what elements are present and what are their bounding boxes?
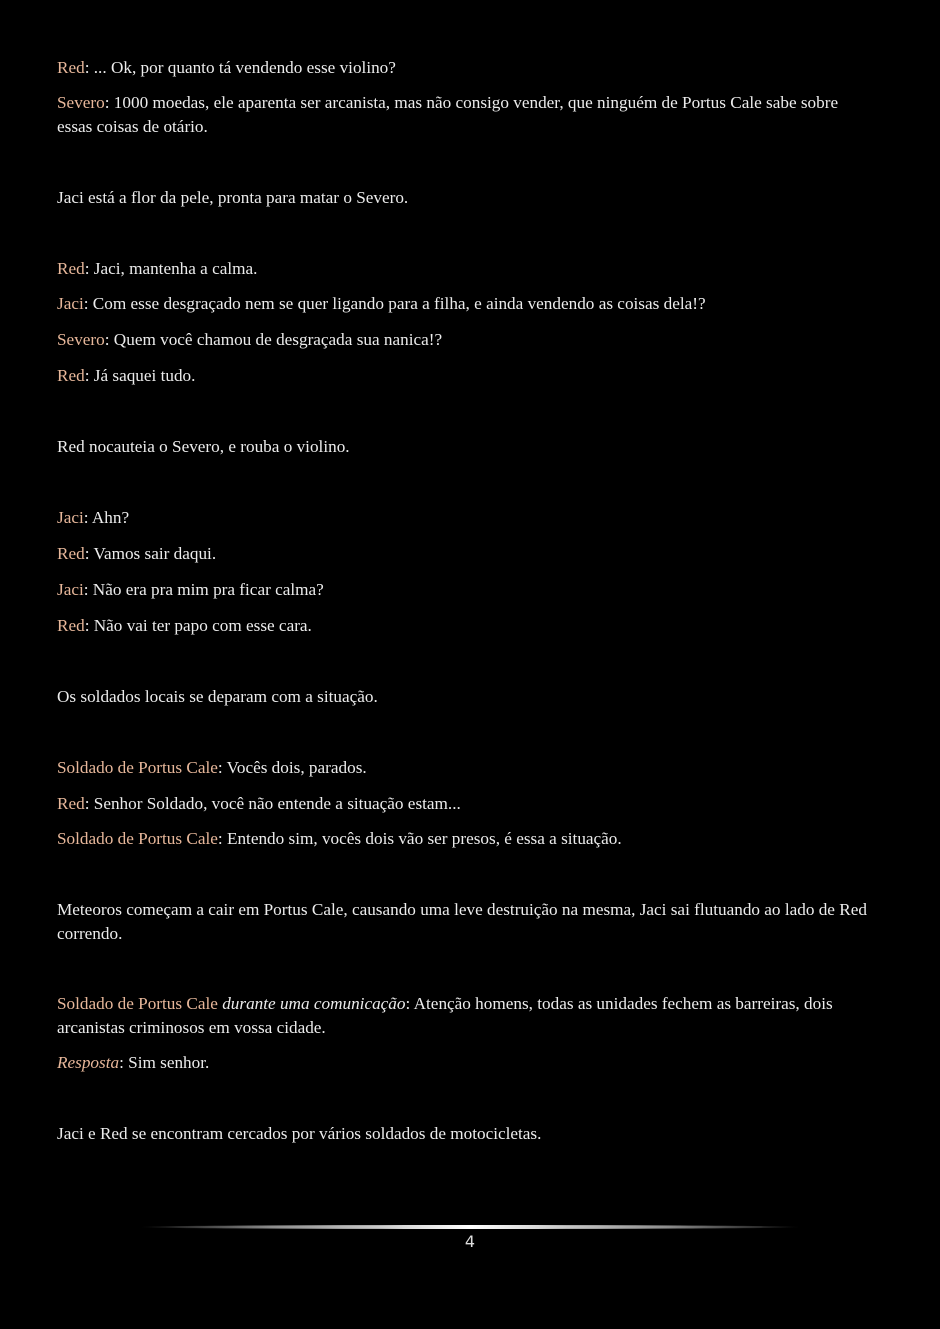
line-text: : Com esse desgraçado nem se quer ligando para a filha, e ainda vendendo as coisas dela!? (83, 294, 706, 313)
line-text: : Atenção homens, todas as unidades fechem as barreiras, dois arcanistas criminosos em vossa cidade. (57, 994, 833, 1037)
line-text: : Não vai ter papo com esse cara. (84, 616, 312, 635)
speaker-name: Red (57, 794, 85, 813)
dialogue-line (57, 827, 887, 851)
narration-line: Os soldados locais se deparam com a situação. (57, 687, 378, 706)
line-text: : Ahn? (83, 508, 130, 527)
line-text: : 1000 moedas, ele aparenta ser arcanista, mas não consigo vender, que ninguém de Portus Cale sabe sobre essas coisas de otário. (57, 93, 839, 136)
line-text: : Não era pra mim pra ficar calma? (83, 580, 324, 599)
dialogue-line (57, 542, 887, 566)
footer-divider (140, 1225, 800, 1229)
speaker-aside: durante uma comunicação (222, 994, 406, 1013)
line-text: : Quem você chamou de desgraçada sua nanica!? (104, 330, 443, 349)
line-text: : Vamos sair daqui. (84, 544, 217, 563)
narration-line: Red nocauteia o Severo, e rouba o violino. (57, 437, 350, 456)
line-text: : Jaci, mantenha a calma. (84, 259, 258, 278)
speaker-name: Resposta (57, 1053, 120, 1072)
dialogue-line (57, 506, 887, 530)
page-number: 4 (464, 1232, 476, 1251)
speaker-name: Soldado de Portus Cale (57, 994, 218, 1013)
line-text: : Sim senhor. (119, 1053, 210, 1072)
narration-line: Jaci está a flor da pele, pronta para matar o Severo. (57, 188, 409, 207)
speaker-name: Jaci (57, 580, 84, 599)
speaker-name: Red (57, 259, 85, 278)
speaker-name: Jaci (57, 294, 84, 313)
dialogue-line (57, 257, 887, 281)
line-text: : ... Ok, por quanto tá vendendo esse violino? (84, 58, 396, 77)
narration-line: Jaci e Red se encontram cercados por vários soldados de motocicletas. (57, 1124, 542, 1143)
dialogue-line (57, 91, 857, 138)
dialogue-line (57, 328, 887, 352)
speaker-name: Red (57, 58, 85, 77)
speaker-name: Red (57, 616, 85, 635)
dialogue-line (57, 792, 887, 816)
dialogue-line (57, 56, 887, 80)
dialogue-line (57, 1051, 887, 1075)
speaker-name: Soldado de Portus Cale (57, 829, 218, 848)
speaker-name: Soldado de Portus Cale (57, 758, 218, 777)
speaker-name: Red (57, 366, 85, 385)
dialogue-line (57, 756, 887, 780)
dialogue-line (57, 578, 887, 602)
speaker-name: Jaci (57, 508, 84, 527)
dialogue-line (57, 614, 887, 638)
dialogue-line (57, 364, 887, 388)
dialogue-line (57, 992, 867, 1039)
speaker-name: Severo (57, 330, 105, 349)
line-text: : Senhor Soldado, você não entende a situação estam... (84, 794, 461, 813)
line-text: : Entendo sim, vocês dois vão ser presos, é essa a situação. (217, 829, 622, 848)
speaker-name: Severo (57, 93, 105, 112)
dialogue-line (57, 292, 887, 316)
narration-line: Meteoros começam a cair em Portus Cale, causando uma leve destruição na mesma, Jaci sai flutuando ao lado de Red correndo. (57, 900, 867, 943)
speaker-name: Red (57, 544, 85, 563)
line-text: : Já saquei tudo. (84, 366, 196, 385)
line-text: : Vocês dois, parados. (217, 758, 367, 777)
